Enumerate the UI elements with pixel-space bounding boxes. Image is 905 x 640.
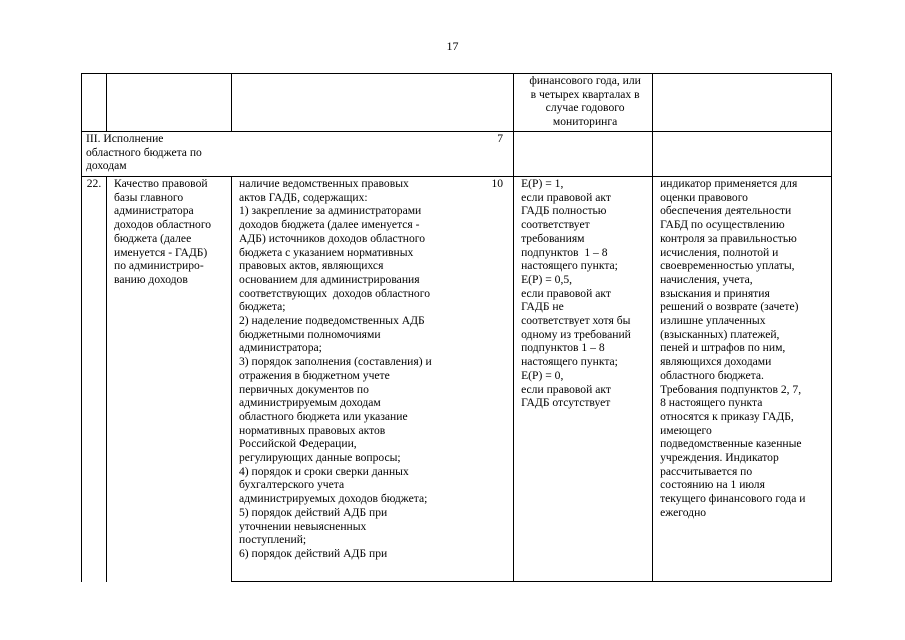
table-row-continued	[82, 74, 832, 132]
cell-empty	[514, 132, 653, 177]
row-number: 22.	[82, 177, 107, 582]
page-number: 17	[446, 39, 459, 53]
indicator-name: Качество правовой базы главного администратора доходов областного бюджета (далее именуется - ГАДБ) по администриро- ванию доходов	[107, 177, 232, 582]
cell-empty	[232, 74, 489, 132]
cell-empty	[653, 74, 832, 132]
formula-cell-continued: финансового года, или в четырех кварталах в случае годового мониторинга	[514, 74, 653, 132]
indicator-formula: E(P) = 1, если правовой акт ГАДБ полностью соответствует требованиям подпунктов 1 – 8 настоящего пункта; E(P) = 0,5, если правовой акт ГАДБ не соответствует хотя бы одному из требований подпунктов 1 – 8 настоящего пункта; E(P) = 0, если правовой акт ГАДБ отсутствует	[514, 177, 653, 582]
cell-empty	[82, 74, 107, 132]
table-row	[82, 177, 832, 582]
indicator-weight: 10	[489, 177, 514, 582]
section-title: III. Исполнение областного бюджета по доходам	[82, 132, 489, 177]
indicator-table	[81, 73, 832, 582]
cell-empty	[489, 74, 514, 132]
cell-empty	[653, 132, 832, 177]
section-weight: 7	[489, 132, 514, 177]
section-row	[82, 132, 832, 177]
indicator-content: наличие ведомственных правовых актов ГАДБ, содержащих: 1) закрепление за администраторами доходов бюджета (далее именуется - АДБ) источников доходов областного бюджета с указанием нормативных правовых актов, являющихся основанием для администрирования соответствующих доходов областного бюджета; 2) наделение подведомственных АДБ бюджетными полномочиями администратора; 3) порядок заполнения (составления) и отражения в бюджетном учете первичных документов по администрируемым доходам областного бюджета или указание нормативных правовых актов Российской Федерации, регулирующих данные вопросы; 4) порядок и сроки сверки данных бухгалтерского учета администрируемых доходов бюджета; 5) порядок действий АДБ при уточнении невыясненных поступлений; 6) порядок действий АДБ при	[232, 177, 489, 582]
indicator-comment: индикатор применяется для оценки правового обеспечения деятельности ГАБД по осуществлению контроля за правильностью исчисления, полнотой и своевременностью уплаты, начисления, учета, взыскания и принятия решений о возврате (зачете) излишне уплаченных (взысканных) платежей, пеней и штрафов по ним, являющихся доходами областного бюджета. Требования подпунктов 2, 7, 8 настоящего пункта относятся к приказу ГАДБ, имеющего подведомственные казенные учреждения. Индикатор рассчитывается по состоянию на 1 июля текущего финансового года и ежегодно	[653, 177, 832, 582]
cell-empty	[107, 74, 232, 132]
